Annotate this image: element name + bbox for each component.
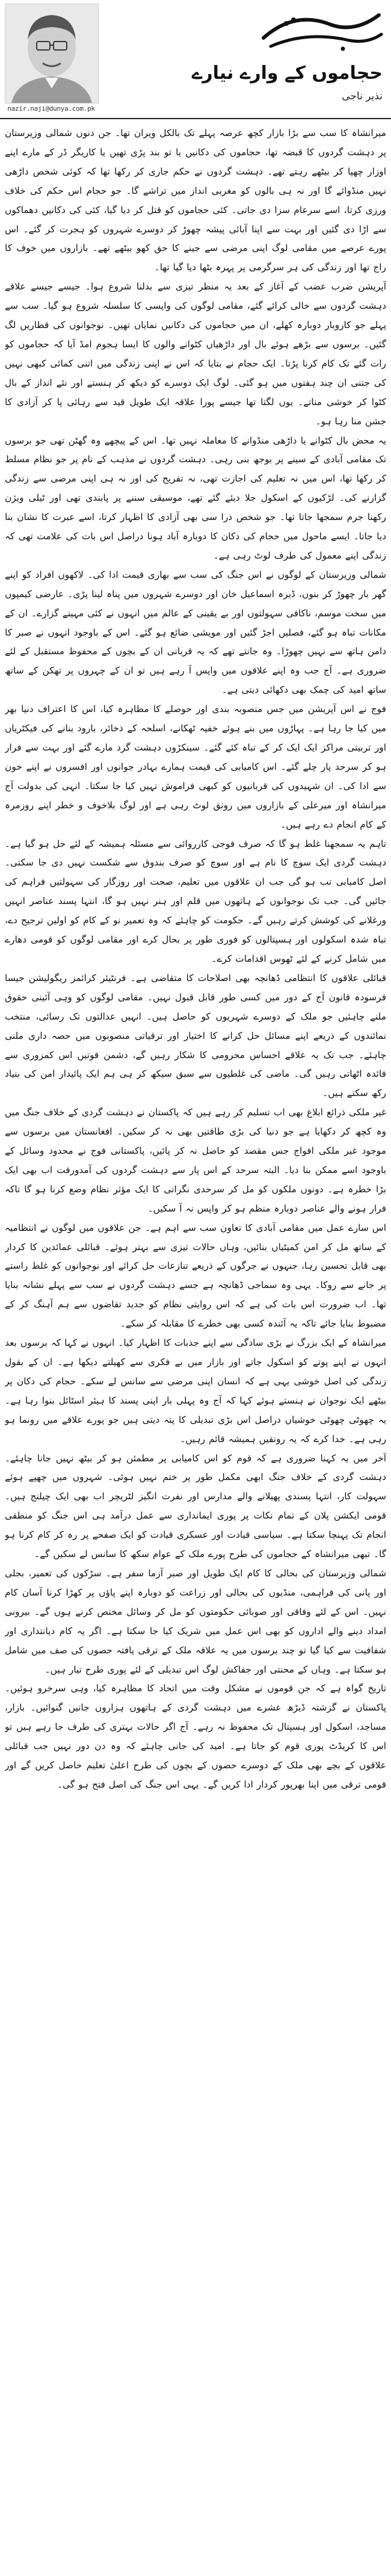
article-paragraph: شمالی وزیرستان کی بحالی کا کام ایک طویل اور صبر آزما سفر ہے۔ سڑکوں کی تعمیر، بجلی اور پانی کی فراہمی، منڈیوں کی بحالی اور زراعت کو دوبارہ اپنے پاؤں پر کھڑا کرنا آسان کام نہیں۔ اس کے لئے وفاقی اور صوبائی حکومتوں کو مل کر وسائل مختص کرنے ہوں گے۔ بیرونی امداد دینے والے اداروں کو بھی اس عمل میں شریک کیا جا سکتا ہے۔ اگر یہ کام دیانتداری اور شفافیت سے کیا گیا تو چند برسوں میں یہ علاقہ ملک کے ترقی یافتہ حصوں کی صف میں شامل ہو سکتا ہے۔ وہاں کے محنتی اور جفاکش لوگ اس تبدیلی کے لئے پوری طرح تیار ہیں۔ <box>5 1567 386 1675</box>
article-body <box>5 124 386 2571</box>
article-paragraph: یہ محض بال کٹوانے یا داڑھی منڈوانے کا معاملہ نہیں تھا۔ اس کے پیچھے وہ گھٹن تھی جو برسوں تک مقامی آبادی کے سینے پر بوجھ بنی رہی۔ دہشت گردوں نے مذہب کے نام پر جو نظام مسلط کر رکھا تھا، اس میں نہ تعلیم کی اجازت تھی، نہ تفریح کی اور نہ ہی اپنی مرضی سے زندگی گزارنے کی۔ لڑکیوں کے اسکول جلا دیئے گئے تھے، موسیقی سننے پر پابندی تھی اور ٹیلی ویژن رکھنا جرم سمجھا جاتا تھا۔ جو شخص ذرا سی بھی آزادی کا اظہار کرتا، اسے عبرت کا نشان بنا دیا جاتا۔ ایسے ماحول میں حجام کی دکان کا دوبارہ آباد ہونا دراصل اس بات کی علامت تھی کہ زندگی اپنے معمول کی طرف لوٹ رہی ہے۔ <box>5 435 386 561</box>
sawere-sawere-logo-icon <box>259 7 385 54</box>
column-logo <box>253 6 385 54</box>
article-paragraph: میرانشاہ کا سب سے بڑا بازار کچھ عرصہ پہلے تک بالکل ویران تھا۔ جن دنوں شمالی وزیرستان پر دہشت گردوں کا قبضہ تھا، حجاموں کی دکانیں یا تو بند پڑی تھیں یا کاریگر ڈر کے مارے اپنے اوزار چھپا کر بیٹھے رہتے تھے۔ دہشت گردوں نے حکم جاری کر رکھا تھا کہ کوئی شخص داڑھی نہیں منڈوائے گا اور نہ ہی بالوں کو مغربی انداز میں تراشے گا۔ جو حجام اس حکم کی خلاف ورزی کرتا، اسے سرعام سزا دی جاتی۔ کئی حجاموں کو قتل کر دیا گیا، کئی کی دکانیں دھماکوں سے اڑا دی گئیں اور بہت سے اپنا آبائی پیشہ چھوڑ کر دوسرے شہروں کو ہجرت کر گئے۔ اس پورے عرصے میں مقامی لوگ اپنی مرضی سے جینے کا حق کھو بیٹھے تھے۔ بازاروں میں خوف کا راج تھا اور زندگی کی ہر سرگرمی پر پہرہ بٹھا دیا گیا تھا۔ <box>5 128 386 273</box>
article-paragraph: شمالی وزیرستان کے لوگوں نے اس جنگ کی سب سے بھاری قیمت ادا کی۔ لاکھوں افراد کو اپنے گھر بار چھوڑ کر بنوں، ڈیرہ اسماعیل خان اور دوسرے شہروں میں پناہ لینا پڑی۔ عارضی کیمپوں میں سخت موسم، ناکافی سہولتوں اور بے یقینی کے عالم میں انہوں نے کئی مہینے گزارے۔ ان کے مکانات تباہ ہو گئے، فصلیں اجڑ گئیں اور مویشی ضائع ہو گئے۔ اس کے باوجود انہوں نے صبر کا دامن ہاتھ سے نہیں چھوڑا۔ وہ جانتے تھے کہ یہ قربانی ان کے بچوں کے محفوظ مستقبل کے لئے ضروری ہے۔ آج جب وہ اپنے علاقوں میں واپس آ رہے ہیں تو ان کے چہروں پر تھکن کے ساتھ ساتھ امید کی چمک بھی دکھائی دیتی ہے۔ <box>5 569 386 696</box>
author-portrait-illustration <box>5 4 98 103</box>
header-divider <box>0 118 391 119</box>
article-paragraph: تاہم یہ سمجھنا غلط ہو گا کہ صرف فوجی کارروائی سے مسئلہ ہمیشہ کے لئے حل ہو گیا ہے۔ دہشت گردی ایک سوچ کا نام ہے اور سوچ کو صرف بندوق سے شکست نہیں دی جا سکتی۔ اصل کامیابی تب ہو گی جب ان علاقوں میں تعلیم، صحت اور روزگار کی سہولتیں فراہم کی جائیں گی۔ جب تک نوجوانوں کے ہاتھوں میں قلم اور ہنر نہیں ہو گا، انتہا پسند عناصر انہیں ورغلانے کی کوشش کرتے رہیں گے۔ حکومت کو چاہئے کہ وہ تعمیر نو کے کام کو اولین ترجیح دے، تباہ شدہ اسکولوں اور ہسپتالوں کو فوری طور پر بحال کرے اور مقامی لوگوں کو قومی دھارے میں شامل کرنے کے لئے ٹھوس اقدامات کرے۔ <box>5 838 386 964</box>
column-title: حجاموں کے وارے نیارے <box>191 63 383 84</box>
article-paragraph: تاریخ گواہ ہے کہ جن قوموں نے مشکل وقت میں اتحاد کا مظاہرہ کیا، وہی سرخرو ہوئیں۔ پاکستان نے گزشتہ ڈیڑھ عشرے میں دہشت گردی کے ہاتھوں ہزاروں جانیں گنوائیں۔ بازار، مساجد، اسکول اور ہسپتال تک محفوظ نہ رہے۔ آج اگر حالات بہتری کی طرف جا رہے ہیں تو اس کا کریڈٹ پوری قوم کو جاتا ہے۔ امید کی جانی چاہئے کہ وہ دن دور نہیں جب قبائلی علاقوں کے بچے بھی ملک کے دوسرے حصوں کے بچوں کی طرح اعلیٰ تعلیم حاصل کریں گے اور قومی ترقی میں اپنا بھرپور کردار ادا کریں گے۔ یہی اس جنگ کی اصل فتح ہو گی۔ <box>5 1683 386 1790</box>
article-paragraph: آخر میں یہ کہنا ضروری ہے کہ قوم کو اس کامیابی پر مطمئن ہو کر بیٹھ نہیں جانا چاہئے۔ دہشت گردی کے خلاف جنگ ابھی مکمل طور پر ختم نہیں ہوئی۔ شہروں میں چھپے ہوئے سہولت کار، انتہا پسندی پھیلانے والے مدارس اور نفرت انگیز لٹریچر اب بھی ایک چیلنج ہیں۔ قومی ایکشن پلان کے تمام نکات پر پوری ایمانداری سے عمل درآمد ہی اس جنگ کو منطقی انجام تک پہنچا سکتا ہے۔ سیاسی قیادت اور عسکری قیادت کو ایک صفحے پر رہ کر کام کرنا ہو گا۔ تبھی میرانشاہ کے حجاموں کی طرح پورے ملک کے عوام سکھ کا سانس لے سکیں گے۔ <box>5 1452 386 1560</box>
article-paragraph: اس سارے عمل میں مقامی آبادی کا تعاون سب سے اہم ہے۔ جن علاقوں میں لوگوں نے انتظامیہ کے ساتھ مل کر امن کمیٹیاں بنائیں، وہاں حالات تیزی سے بہتر ہوئے۔ قبائلی عمائدین کا کردار بھی قابل تحسین رہا، جنہوں نے جرگوں کے ذریعے تنازعات حل کرائے اور نوجوانوں کو غلط راستے پر جانے سے روکا۔ یہی وہ سماجی ڈھانچہ ہے جسے دہشت گردوں نے سب سے پہلے نشانہ بنایا تھا۔ اب ضرورت اس بات کی ہے کہ اس روایتی نظام کو جدید تقاضوں سے ہم آہنگ کر کے مضبوط بنایا جائے تاکہ یہ آئندہ کسی بھی خطرے کا مقابلہ کر سکے۔ <box>5 1222 386 1330</box>
article-paragraph: فوج نے اس آپریشن میں جس منصوبہ بندی اور حوصلے کا مظاہرہ کیا، اس کا اعتراف دنیا بھر میں کیا جا رہا ہے۔ پہاڑوں میں بنے ہوئے خفیہ ٹھکانے، اسلحہ کے ذخائر، بارود بنانے کی فیکٹریاں اور تربیتی مراکز ایک ایک کر کے تباہ کئے گئے۔ سینکڑوں دہشت گرد مارے گئے اور بہت سے فرار ہو کر سرحد پار چلے گئے۔ اس کامیابی کی قیمت ہمارے بہادر جوانوں اور افسروں نے اپنے خون سے ادا کی۔ ان شہیدوں کی قربانیوں کو کبھی فراموش نہیں کیا جا سکتا۔ انہی کی بدولت آج میرانشاہ اور میرعلی کے بازاروں میں رونق لوٹ رہی ہے اور لوگ بلاخوف و خطر اپنے روزمرہ کے کام انجام دے رہے ہیں۔ <box>5 704 386 830</box>
column-header <box>0 0 391 118</box>
article-paragraph: قبائلی علاقوں کا انتظامی ڈھانچہ بھی اصلاحات کا متقاضی ہے۔ فرنٹیئر کرائمز ریگولیشن جیسا فرسودہ قانون آج کے دور میں کسی طور قابل قبول نہیں۔ مقامی لوگوں کو وہی آئینی حقوق ملنے چاہئیں جو ملک کے دوسرے شہریوں کو حاصل ہیں۔ انہیں عدالتوں تک رسائی، منتخب نمائندوں کے ذریعے اپنے مسائل حل کرانے کا اختیار اور ترقیاتی منصوبوں میں حصہ داری ملنی چاہئے۔ جب تک یہ علاقے احساس محرومی کا شکار رہیں گے، دشمن قوتیں اس کمزوری سے فائدہ اٹھاتی رہیں گی۔ ماضی کی غلطیوں سے سبق سیکھ کر ہی ہم ایک پائیدار امن کی بنیاد رکھ سکتے ہیں۔ <box>5 972 386 1099</box>
author-email: nazir.naji@dunya.com.pk <box>7 105 95 113</box>
article-paragraph: غیر ملکی ذرائع ابلاغ بھی اب تسلیم کر رہے ہیں کہ پاکستان نے دہشت گردی کے خلاف جنگ میں وہ کچھ کر دکھایا ہے جو دنیا کی بڑی طاقتیں بھی نہ کر سکیں۔ افغانستان میں برسوں سے موجود غیر ملکی افواج جس مقصد کو حاصل نہ کر پائیں، پاکستانی فوج نے محدود وسائل کے باوجود اسے ممکن بنا دیا۔ البتہ سرحد کے اس پار سے دہشت گردوں کی آمدورفت اب بھی ایک بڑا خطرہ ہے۔ دونوں ملکوں کو مل کر سرحدی نگرانی کا ایک مؤثر نظام وضع کرنا ہو گا تاکہ فرار ہونے والے عناصر دوبارہ منظم ہو کر واپس نہ آ سکیں۔ <box>5 1107 386 1214</box>
article-paragraph: آپریشن ضرب عضب کے آغاز کے بعد یہ منظر تیزی سے بدلنا شروع ہوا۔ جیسے جیسے علاقے دہشت گردوں سے خالی کرائے گئے، مقامی لوگوں کی واپسی کا سلسلہ شروع ہو گیا۔ سب سے پہلے جو کاروبار دوبارہ کھلے، ان میں حجاموں کی دکانیں نمایاں تھیں۔ نوجوانوں کی قطاریں لگ گئیں۔ برسوں سے بڑھے ہوئے بال اور داڑھیاں کٹوانے والوں کا ایسا ہجوم امڈ آیا کہ حجاموں کو رات گئے تک کام کرنا پڑتا۔ ایک حجام نے بتایا کہ اس نے اپنی زندگی میں اتنی کمائی کبھی نہیں کی جتنی ان چند ہفتوں میں ہو گئی۔ لوگ ایک دوسرے کو دیکھ کر ہنستے اور نئے انداز کے بال کٹوا کر خوشی مناتے۔ یوں لگتا تھا جیسے پورا علاقہ ایک طویل قید سے رہائی پا کر آزادی کا جشن منا رہا ہو۔ <box>5 281 386 427</box>
author-photo <box>5 4 99 104</box>
article-paragraph: میرانشاہ کے ایک بزرگ نے بڑی سادگی سے اپنے جذبات کا اظہار کیا۔ انہوں نے کہا کہ برسوں بعد انہوں نے اپنے پوتے کو اسکول جاتے اور بازار میں بے فکری سے کھیلتے دیکھا ہے۔ ان کے بقول زندگی کی اصل خوشی یہی ہے کہ انسان اپنی مرضی سے سانس لے سکے۔ حجام کی دکان پر بیٹھے ایک نوجوان نے ہنستے ہوئے کہا کہ آج وہ پہلی بار اپنی پسند کا ہیئر اسٹائل بنوا رہا ہے۔ یہ چھوٹی چھوٹی خوشیاں دراصل اس بڑی تبدیلی کا پتہ دیتی ہیں جو پورے علاقے میں رونما ہو رہی ہے۔ خدا کرے کہ یہ رونقیں ہمیشہ قائم رہیں۔ <box>5 1337 386 1444</box>
author-name: نذیر ناجی <box>342 90 383 102</box>
